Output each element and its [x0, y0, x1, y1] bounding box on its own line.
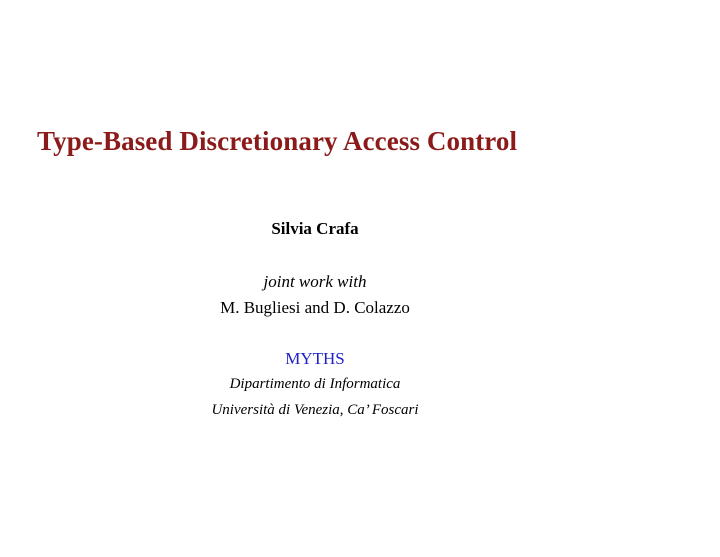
university: Università di Venezia, Ca’ Foscari	[211, 402, 419, 418]
research-group: MYTHS	[285, 349, 345, 368]
author-name: Silvia Crafa	[271, 219, 359, 238]
joint-work-label: joint work with	[263, 272, 367, 291]
coauthors: M. Bugliesi and D. Colazzo	[220, 298, 410, 317]
department: Dipartimento di Informatica	[229, 376, 401, 392]
slide-title: Type-Based Discretionary Access Control	[37, 126, 518, 156]
